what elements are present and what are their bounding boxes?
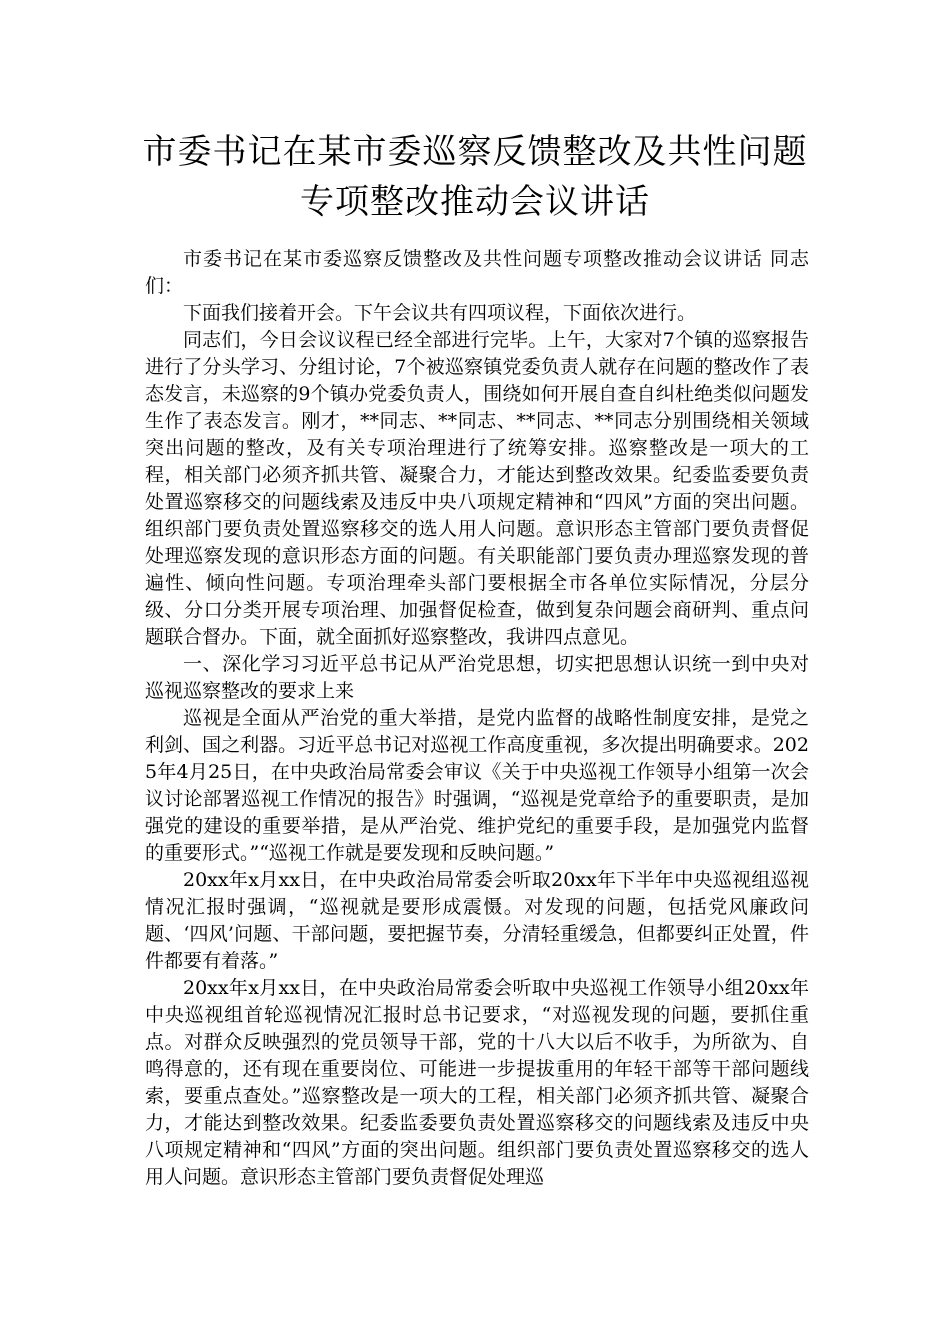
paragraph-summary: 同志们，今日会议议程已经全部进行完毕。上午，大家对7个镇的巡察报告进行了分头学习、分组讨论，7个被巡察镇党委负责人就存在问题的整改作了表态发言，未巡察的9个镇办党委负责人，围绕如何开展自查自纠杜绝类似问题发生作了表态发言。刚才，**同志、**同志、**同志、**同志分别围绕相关领域突出问题的整改，及有关专项治理进行了统筹安排。巡察整改是一项大的工程，相关部门必须齐抓共管、凝聚合力，才能达到整改效果。纪委监委要负责处置巡察移交的问题线索及违反中央八项规定精神和“四风”方面的突出问题。组织部门要负责处置巡察移交的选人用人问题。意识形态主管部门要负责督促处理巡察发现的意识形态方面的问题。有关职能部门要负责办理巡察发现的普遍性、倾向性问题。专项治理牵头部门要根据全市各单位实际情况，分层分级、分口分类开展专项治理、加强督促检查，做到复杂问题会商研判、重点问题联合督办。下面，就全面抓好巡察整改，我讲四点意见。 <box>145 329 809 648</box>
paragraph-inspection-significance: 巡视是全面从严治党的重大举措，是党内监督的战略性制度安排，是党之利剑、国之利器。习近平总书记对巡视工作高度重视，多次提出明确要求。2025年4月25日，在中央政治局常委会审议《关于中央巡视工作领导小组第一次会议讨论部署巡视工作情况的报告》时强调，“巡视是党章给予的重要职责，是加强党的建设的重要举措，是从严治党、维护党纪的重要手段，是加强党内监督的重要形式。”“巡视工作就是要发现和反映问题。” <box>145 707 809 864</box>
section-heading-one: 一、深化学习习近平总书记从严治党思想，切实把思想认识统一到中央对巡视巡察整改的要求上来 <box>145 653 809 702</box>
document-body <box>145 246 809 1191</box>
paragraph-opening: 市委书记在某市委巡察反馈整改及共性问题专项整改推动会议讲话 同志们： <box>145 248 809 297</box>
document-title: 市委书记在某市委巡察反馈整改及共性问题专项整改推动会议讲话 <box>142 132 808 222</box>
paragraph-quote-deterrence: 20xx年x月xx日，在中央政治局常委会听取20xx年下半年中央巡视组巡视情况汇报时强调，“巡视就是要形成震慑。对发现的问题，包括党风廉政问题、‘四风’问题、干部问题，要把握节奏，分清轻重缓急，但都要纠正处置，件件都要有着落。” <box>145 869 809 972</box>
paragraph-agenda: 下面我们接着开会。下午会议共有四项议程，下面依次进行。 <box>183 302 697 324</box>
paragraph-quote-key-points: 20xx年x月xx日，在中央政治局常委会听取中央巡视工作领导小组20xx年中央巡视组首轮巡视情况汇报时总书记要求，“对巡视发现的问题，要抓住重点。对群众反映强烈的党员领导干部，党的十八大以后不收手，为所欲为、自鸣得意的，还有现在重要岗位、可能进一步提拔重用的年轻干部等干部问题线索，要重点查处。”巡察整改是一项大的工程，相关部门必须齐抓共管、凝聚合力，才能达到整改效果。纪委监委要负责处置巡察移交的问题线索及违反中央八项规定精神和“四风”方面的突出问题。组织部门要负责处置巡察移交的选人用人问题。意识形态主管部门要负责督促处理巡 <box>145 977 809 1188</box>
